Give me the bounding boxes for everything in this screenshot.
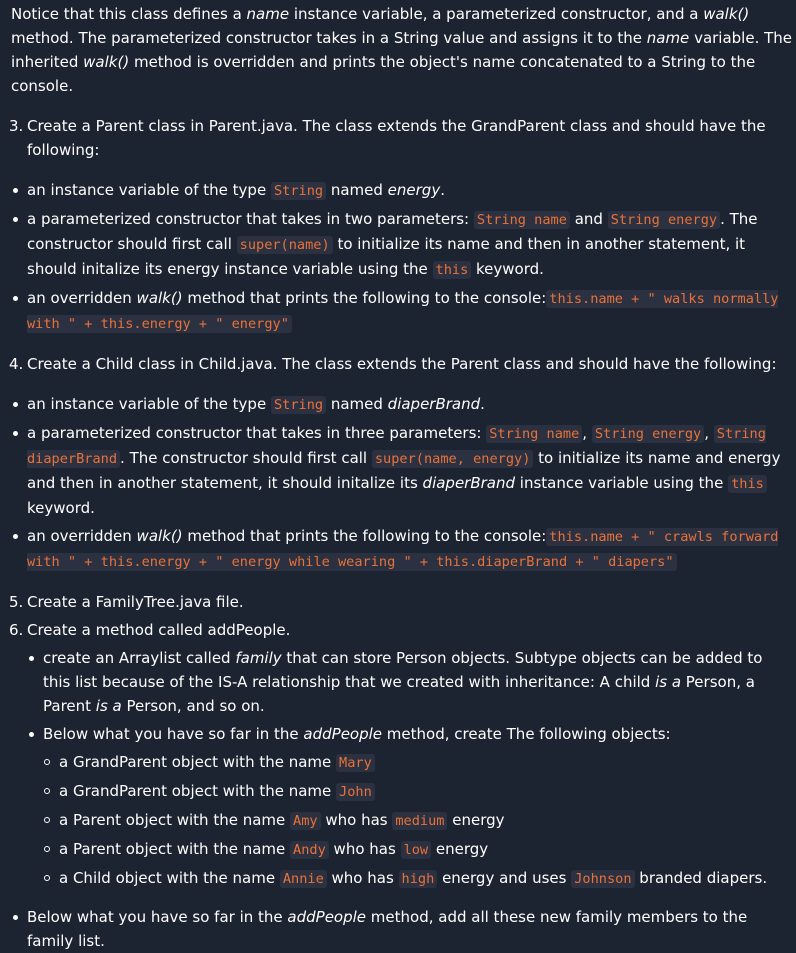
list-item xyxy=(43,837,792,862)
text: Below what you have so far in the xyxy=(27,908,288,926)
final-list xyxy=(11,905,792,953)
code-snippet: low xyxy=(401,841,432,859)
list-item xyxy=(43,808,792,833)
step-6 xyxy=(11,618,792,642)
step-number: 6. xyxy=(9,621,24,639)
emphasis: family xyxy=(235,649,282,667)
emphasis: addPeople xyxy=(287,908,367,926)
step-3-list xyxy=(11,178,792,336)
emphasis: walk() xyxy=(136,289,183,307)
text: to initialize its name and energy and then in another statement, it should initalize its xyxy=(27,449,781,492)
code-snippet: Andy xyxy=(290,841,329,859)
text: that can store Person objects. Subtype objects can be added to this list because of the IS-A relationship that we created with inheritance: A child xyxy=(43,649,763,691)
text: energy and uses xyxy=(437,869,572,887)
text: who has xyxy=(320,811,393,829)
text: keyword. xyxy=(471,260,544,278)
list-item xyxy=(11,178,792,203)
code-snippet: this xyxy=(433,261,472,279)
step-4-list xyxy=(11,392,792,574)
step-text: Create a FamilyTree.java file. xyxy=(27,593,244,611)
code-snippet: Annie xyxy=(280,870,327,888)
step-number: 4. xyxy=(9,355,24,373)
code-snippet: super(name) xyxy=(237,236,333,254)
text: an overridden xyxy=(27,527,137,545)
code-snippet: String energy xyxy=(608,211,720,229)
code-snippet: high xyxy=(399,870,438,888)
list-item xyxy=(27,722,792,891)
code-snippet: String name xyxy=(474,211,570,229)
code-snippet: String name xyxy=(486,425,582,443)
code-snippet: String xyxy=(271,396,326,414)
emphasis: is a xyxy=(95,697,122,715)
text: energy xyxy=(431,840,489,858)
step-6-list xyxy=(27,646,792,891)
step-3 xyxy=(11,114,792,162)
list-item xyxy=(11,421,792,520)
list-item xyxy=(11,207,792,282)
intro-emphasis: name xyxy=(246,5,290,23)
text: Person, a Parent xyxy=(43,673,755,715)
text: a Parent object with the name xyxy=(59,811,291,829)
text: and xyxy=(569,210,608,228)
intro-paragraph xyxy=(11,2,792,98)
text: a parameterized constructor that takes in two parameters: xyxy=(27,210,474,228)
text: an overridden xyxy=(27,289,137,307)
list-item xyxy=(43,866,792,891)
step-text: Create a method called addPeople. xyxy=(27,621,291,639)
text: . xyxy=(480,395,485,413)
text: , xyxy=(582,424,592,442)
code-snippet: Mary xyxy=(336,754,375,772)
step-text: Create a Parent class in Parent.java. The class extends the GrandParent class and should have the following: xyxy=(27,117,766,159)
emphasis: is a xyxy=(655,673,682,691)
text: method that prints the following to the console: xyxy=(182,289,547,307)
emphasis: walk() xyxy=(136,527,183,545)
text: method, add all these new family members to the family list. xyxy=(27,908,748,950)
list-item xyxy=(27,646,792,718)
text: method, create The following objects: xyxy=(382,725,671,743)
emphasis: addPeople xyxy=(303,725,383,743)
intro-text: method is overridden and prints the object's name concatenated to a String to the console. xyxy=(11,53,756,95)
step-number: 3. xyxy=(9,117,24,135)
text: a Child object with the name xyxy=(59,869,280,887)
code-snippet: this.name + " crawls forward with " + this.energy + " energy while wearing " + this.diaperBrand + " diapers" xyxy=(27,529,779,570)
step-5 xyxy=(11,590,792,614)
text: a GrandParent object with the name xyxy=(59,753,337,771)
code-snippet: Amy xyxy=(290,812,321,830)
text: an instance variable of the type xyxy=(27,181,271,199)
intro-text: instance variable, a parameterized constructor, and a xyxy=(289,5,704,23)
emphasis: diaperBrand xyxy=(422,474,516,492)
text: energy xyxy=(447,811,505,829)
code-snippet: Johnson xyxy=(571,870,634,888)
text: create an Arraylist called xyxy=(43,649,236,667)
text: . The constructor should first call xyxy=(120,449,372,467)
text: to initialize its name and then in another statement, it should initalize its energy instance variable using the xyxy=(27,235,746,278)
code-snippet: this.name + " walks normally with " + this.energy + " energy" xyxy=(27,291,779,332)
objects-list xyxy=(43,750,792,891)
text: a GrandParent object with the name xyxy=(59,782,337,800)
text: a Parent object with the name xyxy=(59,840,291,858)
text: method that prints the following to the console: xyxy=(182,527,547,545)
list-item xyxy=(11,286,792,336)
code-snippet: String diaperBrand xyxy=(27,426,766,467)
text: who has xyxy=(328,840,401,858)
text: , xyxy=(704,424,714,442)
code-snippet: medium xyxy=(392,812,447,830)
text: Person, and so on. xyxy=(121,697,265,715)
code-snippet: String xyxy=(271,182,326,200)
emphasis: diaperBrand xyxy=(387,395,481,413)
text: named xyxy=(326,181,388,199)
instructions-document xyxy=(11,2,792,953)
text: an instance variable of the type xyxy=(27,395,271,413)
code-snippet: this xyxy=(728,475,767,493)
list-item xyxy=(11,392,792,417)
intro-emphasis: walk() xyxy=(703,5,750,23)
text: a parameterized constructor that takes in three parameters: xyxy=(27,424,487,442)
text: instance variable using the xyxy=(515,474,729,492)
code-snippet: super(name, energy) xyxy=(372,450,534,468)
text: who has xyxy=(326,869,399,887)
text: Below what you have so far in the xyxy=(43,725,304,743)
list-item xyxy=(11,905,792,953)
text: named xyxy=(326,395,388,413)
intro-text: Notice that this class defines a xyxy=(11,5,247,23)
intro-emphasis: walk() xyxy=(83,53,130,71)
text: keyword. xyxy=(27,499,95,517)
list-item xyxy=(43,750,792,775)
step-4 xyxy=(11,352,792,376)
emphasis: energy xyxy=(387,181,441,199)
intro-emphasis: name xyxy=(646,29,690,47)
list-item xyxy=(43,779,792,804)
step-text: Create a Child class in Child.java. The class extends the Parent class and should have the following: xyxy=(27,355,777,373)
list-item xyxy=(11,524,792,574)
code-snippet: String energy xyxy=(592,425,704,443)
step-number: 5. xyxy=(9,593,24,611)
intro-text: variable. The inherited xyxy=(11,29,793,71)
code-snippet: John xyxy=(336,783,375,801)
text: . xyxy=(440,181,445,199)
text: . The constructor should first call xyxy=(27,210,758,253)
intro-text: method. The parameterized constructor takes in a String value and assigns it to the xyxy=(11,29,647,47)
text: branded diapers. xyxy=(634,869,768,887)
